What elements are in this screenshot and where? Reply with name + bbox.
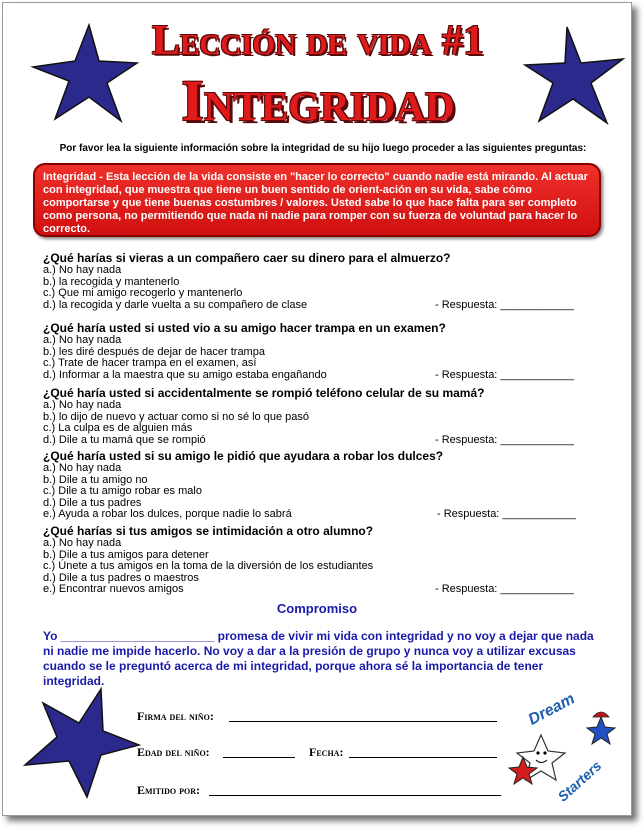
answer-option: a.) No hay nada [43,399,122,411]
question-block-1 [43,251,603,311]
answer-option: c.) Dile a tu amigo robar es malo [43,485,202,497]
answer-field[interactable]: - Respuesta: ____________ [435,298,574,311]
answer-option [43,370,603,382]
answer-option: b.) lo dijo de nuevo y actuar como si no sé lo que pasó [43,410,309,423]
lesson-title: Lección de vida #1 [152,18,484,64]
answer-option: b.) Dile a tus amigos para detener [43,548,209,561]
lesson-subtitle: Integridad [181,68,455,133]
answer-option [43,584,603,596]
answer-field[interactable]: - Respuesta: ____________ [435,368,574,381]
question-text: ¿Qué harías si tus amigos se intimidación a otro alumno? [43,524,374,538]
question-text: ¿Qué haría usted si usted vio a su amigo hacer trampa en un examen? [43,321,446,335]
answer-option: d.) Dile a tus padres [43,496,142,509]
child-age-label: Edad del niño: [137,745,210,759]
date-label: Fecha: [309,745,344,759]
answer-option [43,435,603,447]
answer-option: a.) No hay nada [43,462,122,474]
answer-option: b.) les diré después de dejar de hacer trampa [43,345,265,358]
answer-field[interactable]: - Respuesta: ____________ [437,508,576,520]
child-signature-line[interactable] [229,721,497,722]
answer-option: b.) Dile a tu amigo no [43,473,148,486]
question-text: ¿Qué haría usted si accidentalmente se rompió teléfono celular de su mamá? [43,386,485,400]
answer-option [43,509,603,521]
intro-text: Por favor lea la siguiente información sobre la integridad de su hijo luego proceder a las siguientes preguntas: [59,143,587,154]
star-bottom-left-icon [21,685,141,800]
answer-option-text: e.) Ayuda a robar los dulces, porque nadie lo sabrá [43,508,292,520]
commitment-title: Compromiso [276,601,358,616]
logo-text-dream: Dream [525,690,578,729]
answer-option-text: d.) Dile a tu mamá que se rompió [43,433,206,446]
issued-by-label: Emitido por: [137,783,200,797]
answer-option: c.) Únete a tus amigos en la toma de la diversión de los estudiantes [43,560,374,572]
answer-option-text: e.) Encontrar nuevos amigos [43,583,184,595]
issued-by-line[interactable] [209,795,501,796]
answer-field[interactable]: - Respuesta: ____________ [435,583,574,595]
definition-text: Integridad - Esta lección de la vida consiste en "hacer lo correcto" cuando nadie está mirando. Al actuar con integridad, que muestra que tiene un buen sentido de orient-ación en su vida, sabe cómo comportarse y que tiene buenas costumbres / valores. Usted sabe lo que hace falta para ser completo como persona, no permitiendo que nada ni nadie para romper con su fuerza de voluntad para hacer lo correcto. [43,171,588,235]
logo-text-starters: Starters [554,757,605,805]
answer-option: a.) No hay nada [43,537,122,549]
answer-option-text: d.) Informar a la maestra que su amigo estaba engañando [43,368,327,381]
answer-option [43,300,603,312]
worksheet-page [2,2,632,816]
question-block-2 [43,321,603,381]
question-block-4 [43,449,603,521]
question-text: ¿Qué harías si vieras a un compañero caer su dinero para el almuerzo? [43,251,451,265]
answer-option: a.) No hay nada [43,334,122,346]
answer-option: c.) La culpa es de alguien más [43,422,193,434]
child-age-line[interactable] [223,757,295,758]
question-block-5 [43,524,603,596]
dream-starters-logo [501,690,623,805]
answer-option: c.) Que mi amigo recogerlo y mantenerlo [43,287,243,299]
definition-box [33,163,601,237]
commitment-text: Yo _______________________ promesa de vivir mi vida con integridad y no voy a dejar que nada ni nadie me impide hacerlo. No voy a dar a la presión de grupo y nunca voy a utilizar excusas cuando se le preguntó acerca de mi integridad, porque ahora sé la importancia de tener integridad. [43,629,594,688]
date-line[interactable] [349,757,497,758]
child-signature-label: Firma del niño: [137,709,214,723]
question-block-3 [43,386,603,446]
answer-option: d.) Dile a tus padres o maestros [43,571,199,584]
answer-option: b.) la recogida y mantenerlo [43,275,180,288]
question-text: ¿Qué haría usted si su amigo le pidió que ayudara a robar los dulces? [43,449,444,463]
answer-option: a.) No hay nada [43,264,122,276]
answer-field[interactable]: - Respuesta: ____________ [435,433,574,446]
answer-option: c.) Trate de hacer trampa en el examen, así [43,357,257,369]
answer-option-text: d.) la recogida y darle vuelta a su compañero de clase [43,298,308,311]
